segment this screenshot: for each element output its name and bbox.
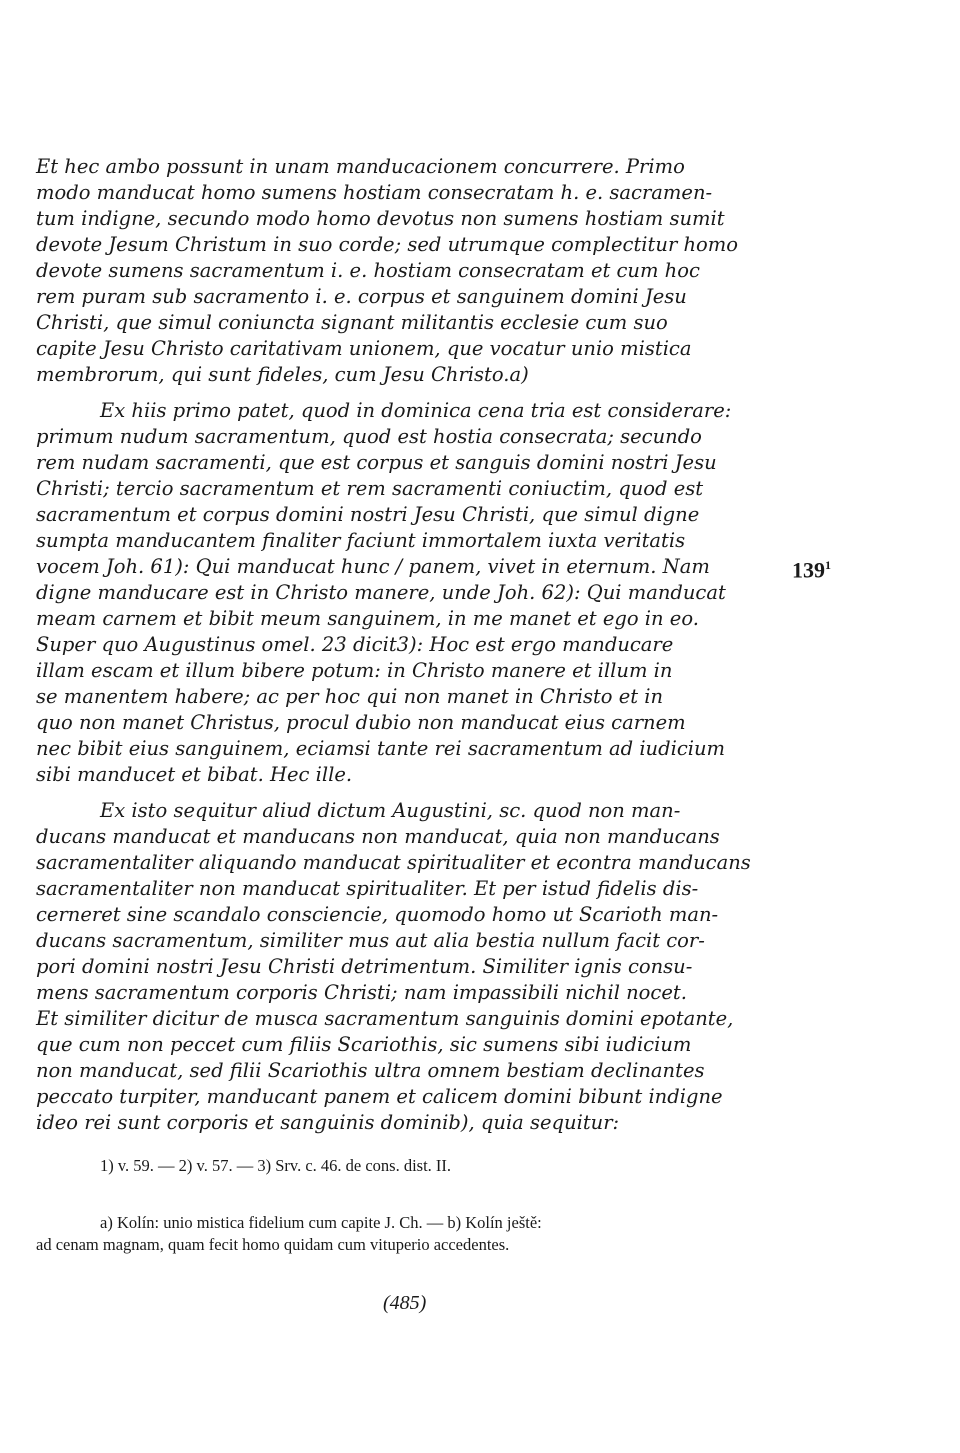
text-line-30: ducans sacramentum, similiter mus aut alia bestia nullum facit cor-	[36, 929, 705, 952]
text-line-5: devote sumens sacramentum i. e. hostiam consecratam et cum hoc	[36, 259, 700, 282]
text-line-9: membrorum, qui sunt fideles, cum Jesu Christo.a)	[36, 363, 529, 386]
page-number: (485)	[383, 1292, 427, 1314]
text-line-19: Super quo Augustinus omel. 23 dicit3): Hoc est ergo manducare	[36, 633, 674, 656]
text-line-23: nec bibit eius sanguinem, eciamsi tante rei sacramentum ad iudicium	[36, 737, 726, 760]
text-line-2: modo manducat homo sumens hostiam consecratam h. e. sacramen-	[36, 181, 713, 204]
margin-folio-value: 139	[792, 557, 825, 583]
text-line-29: cerneret sine scandalo consciencie, quomodo homo ut Scarioth man-	[36, 903, 719, 926]
text-line-14: sacramentum et corpus domini nostri Jesu Christi, que simul digne	[36, 503, 700, 526]
text-line-10: Ex hiis primo patet, quod in dominica cena tria est considerare:	[100, 399, 732, 422]
text-line-7: Christi, que simul coniuncta signant militantis ecclesie cum suo	[36, 311, 668, 334]
critical-note-line-2: ad cenam magnam, quam fecit homo quidam cum vituperio accedentes.	[36, 1235, 510, 1254]
text-line-28: sacramentaliter non manducat spiritualiter. Et per istud fidelis dis-	[36, 877, 699, 900]
margin-folio-number	[792, 552, 831, 583]
critical-note-line-1: a) Kolín: unio mistica fidelium cum capite J. Ch. — b) Kolín ještě:	[100, 1213, 542, 1232]
text-line-25: Ex isto sequitur aliud dictum Augustini, sc. quod non man-	[100, 799, 681, 822]
text-line-24: sibi manducet et bibat. Hec ille.	[36, 763, 353, 786]
source-footnotes: 1) v. 59. — 2) v. 57. — 3) Srv. c. 46. de cons. dist. II.	[100, 1156, 452, 1175]
text-line-36: peccato turpiter, manducant panem et calicem domini bibunt indigne	[36, 1085, 723, 1108]
text-line-27: sacramentaliter aliquando manducat spiritualiter et econtra manducans	[36, 851, 751, 874]
text-line-11: primum nudum sacramentum, quod est hostia consecrata; secundo	[36, 425, 702, 448]
text-line-18: meam carnem et bibit meum sanguinem, in me manet et ego in eo.	[36, 607, 699, 630]
text-line-15: sumpta manducantem finaliter faciunt immortalem iuxta veritatis	[36, 529, 686, 552]
text-line-3: tum indigne, secundo modo homo devotus non sumens hostiam sumit	[36, 207, 725, 230]
text-line-32: mens sacramentum corporis Christi; nam impassibili nichil nocet.	[36, 981, 687, 1004]
text-line-33: Et similiter dicitur de musca sacramentum sanguinis domini epotante,	[36, 1007, 734, 1030]
text-line-20: illam escam et illum bibere potum: in Christo manere et illum in	[36, 659, 673, 682]
margin-folio-sup: 1	[825, 558, 831, 572]
text-line-37: ideo rei sunt corporis et sanguinis dominib), quia sequitur:	[36, 1111, 620, 1134]
text-line-4: devote Jesum Christum in suo corde; sed utrumque complectitur homo	[36, 233, 738, 256]
text-line-17: digne manducare est in Christo manere, unde Joh. 62): Qui manducat	[36, 581, 726, 604]
text-line-31: pori domini nostri Jesu Christi detrimentum. Similiter ignis consu-	[36, 955, 693, 978]
text-line-21: se manentem habere; ac per hoc qui non manet in Christo et in	[36, 685, 664, 708]
text-line-12: rem nudam sacramenti, que est corpus et sanguis domini nostri Jesu	[36, 451, 717, 474]
text-line-6: rem puram sub sacramento i. e. corpus et sanguinem domini Jesu	[36, 285, 687, 308]
text-line-26: ducans manducat et manducans non manducat, quia non manducans	[36, 825, 720, 848]
text-line-13: Christi; tercio sacramentum et rem sacramenti coniuctim, quod est	[36, 477, 704, 500]
text-line-34: que cum non peccet cum filiis Scariothis, sic sumens sibi iudicium	[36, 1033, 692, 1056]
text-line-8: capite Jesu Christo caritativam unionem, que vocatur unio mistica	[36, 337, 692, 360]
text-line-22: quo non manet Christus, procul dubio non manducat eius carnem	[36, 711, 686, 734]
text-line-16: vocem Joh. 61): Qui manducat hunc / panem, vivet in eternum. Nam	[36, 555, 710, 578]
text-line-35: non manducat, sed filii Scariothis ultra omnem bestiam declinantes	[36, 1059, 705, 1082]
text-line-1: Et hec ambo possunt in unam manducacionem concurrere. Primo	[36, 155, 685, 178]
